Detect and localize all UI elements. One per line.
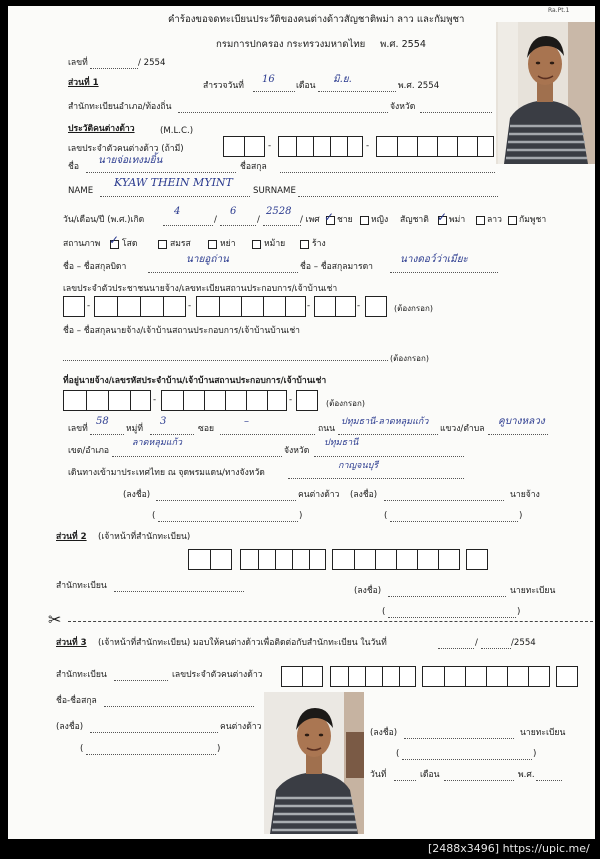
- part3-registrar-sign-label: (ลงชื่อ): [370, 728, 398, 738]
- employer-id-box-2[interactable]: [94, 296, 186, 317]
- employer-sign-role: นายจ้าง: [510, 490, 540, 500]
- employer-id-label: เลขประจำตัวประชาชนนายจ้าง/เลขทะเบียนสถานประกอบการ/เจ้าบ้านเช่า: [63, 284, 338, 294]
- father-label: ชื่อ – ชื่อสกุลบิดา: [63, 262, 127, 272]
- part2-office-label: สำนักทะเบียน: [56, 581, 107, 591]
- alien-id-box-1[interactable]: [223, 136, 265, 157]
- reg-id-box-1[interactable]: [188, 549, 232, 570]
- employer-id-box-1[interactable]: [63, 296, 85, 317]
- surname-label: ชื่อสกุล: [240, 162, 267, 172]
- image-footer: [2488x3496] https://upic.me/: [428, 842, 590, 855]
- house-no[interactable]: 58: [96, 416, 109, 427]
- survey-date-label: สำรวจวันที่: [203, 81, 244, 91]
- mother-name[interactable]: นางดอว์ว่าเมียะ: [400, 254, 468, 265]
- employer-id-box-4[interactable]: [314, 296, 356, 317]
- part3-office-label: สำนักทะเบียน: [56, 670, 107, 680]
- soi[interactable]: –: [244, 416, 249, 427]
- district[interactable]: ลาดหลุมแก้ว: [132, 438, 183, 448]
- cut-line: [68, 621, 593, 622]
- nationality-label: สัญชาติ: [400, 215, 429, 225]
- part2-sign-label: (ลงชื่อ): [354, 586, 382, 596]
- surname-en-field[interactable]: [298, 196, 498, 197]
- soi-label: ซอย: [198, 424, 215, 434]
- sex-female-label: หญิง: [371, 215, 389, 225]
- employer-id-box-3[interactable]: [196, 296, 306, 317]
- name-thai[interactable]: นายจ่อเทงมยิ้น: [98, 155, 163, 166]
- dob-month[interactable]: 6: [230, 206, 237, 217]
- nat-cambodia-checkbox[interactable]: [508, 216, 517, 225]
- house-code-box-1[interactable]: [63, 390, 151, 411]
- province-field[interactable]: [420, 112, 492, 113]
- mother-label: ชื่อ – ชื่อสกุลมารดา: [300, 262, 373, 272]
- month-label: เดือน: [296, 81, 316, 91]
- employer-name-required: (ต้องกรอก): [390, 354, 429, 363]
- part2-desc: (เจ้าหน้าที่สำนักทะเบียน): [98, 532, 191, 542]
- address-required: (ต้องกรอก): [326, 399, 365, 408]
- dob-day[interactable]: 4: [174, 206, 181, 217]
- office-field[interactable]: [178, 112, 388, 113]
- part3-registrar-sign-field[interactable]: [404, 738, 514, 739]
- part1-label: ส่วนที่ 1: [68, 78, 99, 88]
- corner-mark: Ra.Pt.1: [548, 7, 570, 14]
- status-separated-checkbox[interactable]: [300, 240, 309, 249]
- subdistrict[interactable]: คูบางหลวง: [498, 416, 545, 427]
- status-married-label: สมรส: [170, 239, 191, 249]
- part3-alien-sign-field[interactable]: [90, 732, 218, 733]
- part3-label: ส่วนที่ 3: [56, 638, 87, 648]
- registration-form: คำร้องขอจดทะเบียนประวัติของคนต่างด้าวสัญชาติพม่า ลาว และกัมพูชา Ra.Pt.1 กรมการปกครอง กระทรวงมหาดไทย พ.ศ. 2554 เลขที่ / 2554 ส่วนที่ 1 สำรวจวันที่ 16 เดือน มิ.ย. พ.ศ. 2554 สำนักทะเบียนอำเภอ/ท้องถิ่น จังหวัด ประวัติคนต่างด้าว (M.L.C.) เลขประจำตัวคนต่างด้าว (ถ้ามี) - - ชื่อ นายจ่อเทงมยิ้น ชื่อสกุล NAME KYAW THEIN MYINT SURNAME วัน/เดือน/ปี (พ.ศ.)เกิด 4 / 6 / 2528 / เพศ ✓ ชาย หญิง สัญชาติ ✓ พม่า ลาว กัมพูชา สถานภาพ ✓ โสด สมรส หย่า หม้าย ร้าง ชื่อ – ชื่อสกุลบิดา นายอูถ่าน ชื่อ – ชื่อสกุลมารดา นางดอว์ว่าเมียะ เลขประจำตัวประชาชนนายจ้าง/เลขทะเบียนสถานประกอบการ/เจ้าบ้านเช่า - - - - (ต้องกรอก) ชื่อ – ชื่อสกุลนายจ้าง/เจ้าบ้านสถานประกอบการ/เจ้าบ้านบ้านเช่า (ต้องกรอก) ที่อยู่นายจ้าง/เลขรหัสประจำบ้าน/เจ้าบ้านสถานประกอบการ/เจ้าบ้านเช่า - - (ต้องกรอก) เลขที่ 58 หมู่ที่ 3 ซอย – ถนน ปทุมธานี-ลาดหลุมแก้ว แขวง/ตำบล คูบางหลวง เขต/อำเภอ ลาดหลุมแก้ว จังหวัด ปทุมธานี เดินทางเข้ามาประเทศไทย ณ จุดพรมแดน/ทางจังหวัด กาญจนบุรี (ลงชื่อ) คนต่างด้าว (ลงชื่อ) นายจ้าง ( ) ( ) ส่วนที่ 2 (เจ้าหน้าที่สำนักทะเบียน) สำนักทะเบียน (ลงชื่อ) นายทะเบียน ( ) ✂ ส่วนที่ 3 (เจ้าหน้าที่สำนักทะเบียน) มอบให้คนต่างด้าวเพื่อติดต่อกับสำนักทะเบียน ในวันที่ / /2554 สำนักทะเบียน เลขประจำตัวคนต่างด้าว ชื่อ-ชื่อสกุล (ลงชื่อ) คนต่างด้าว ( ) (ลงชื่อ) นายทะเบียน ( ) วันที่ เดือน พ.ศ.: [8, 6, 595, 839]
- doc-no-suffix: / 2554: [138, 58, 166, 68]
- status-divorced-label: หย่า: [220, 239, 236, 249]
- dob-label: วัน/เดือน/ปี (พ.ศ.)เกิด: [63, 215, 145, 225]
- name-english[interactable]: KYAW THEIN MYINT: [114, 176, 233, 189]
- alien-sign-label: (ลงชื่อ): [123, 490, 151, 500]
- part3-registrar-role: นายทะเบียน: [520, 728, 566, 738]
- province2[interactable]: ปทุมธานี: [324, 438, 359, 448]
- father-name[interactable]: นายอูถ่าน: [186, 254, 229, 265]
- name-en-label: NAME: [68, 186, 94, 196]
- nat-lao-checkbox[interactable]: [476, 216, 485, 225]
- office-label: สำนักทะเบียนอำเภอ/ท้องถิ่น: [68, 102, 172, 112]
- province-label: จังหวัด: [390, 102, 416, 112]
- name-label: ชื่อ: [68, 162, 79, 172]
- sex-label: / เพศ: [300, 215, 320, 225]
- entry-point[interactable]: กาญจนบุรี: [338, 461, 379, 471]
- moo[interactable]: 3: [160, 416, 167, 427]
- alien-sign-field[interactable]: [156, 500, 296, 501]
- mlc-code: (M.L.C.): [160, 126, 194, 136]
- survey-month[interactable]: มิ.ย.: [333, 74, 352, 85]
- part3-alien-role: คนต่างด้าว: [220, 722, 262, 732]
- part3-alien-sign-label: (ลงชื่อ): [56, 722, 84, 732]
- employer-sign-field[interactable]: [384, 500, 504, 501]
- marital-label: สถานภาพ: [63, 239, 101, 249]
- employer-name-label: ชื่อ – ชื่อสกุลนายจ้าง/เจ้าบ้านสถานประกอบการ/เจ้าบ้านบ้านเช่า: [63, 326, 301, 336]
- employer-id-box-5[interactable]: [365, 296, 387, 317]
- house-no-label: เลขที่: [68, 424, 88, 434]
- p3-id-box-2[interactable]: [330, 666, 416, 687]
- status-married-checkbox[interactable]: [158, 240, 167, 249]
- status-widowed-label: หม้าย: [264, 239, 286, 249]
- dob-year[interactable]: 2528: [266, 206, 292, 217]
- house-code-box-2[interactable]: [161, 390, 287, 411]
- surname-field[interactable]: [280, 172, 495, 173]
- part3-office-field[interactable]: [114, 680, 168, 681]
- part3-date-label: วันที่: [370, 770, 387, 780]
- survey-year: พ.ศ. 2554: [398, 81, 440, 91]
- status-widowed-checkbox[interactable]: [252, 240, 261, 249]
- address-label: ที่อยู่นายจ้าง/เลขรหัสประจำบ้าน/เจ้าบ้านสถานประกอบการ/เจ้าบ้านเช่า: [63, 376, 327, 386]
- employer-id-required: (ต้องกรอก): [394, 304, 433, 313]
- doc-no-label: เลขที่: [68, 58, 88, 68]
- scissors-icon: ✂: [48, 610, 62, 629]
- part3-name-label: ชื่อ-ชื่อสกุล: [56, 696, 97, 706]
- nat-myanmar-label: พม่า: [449, 215, 466, 225]
- entry-label: เดินทางเข้ามาประเทศไทย ณ จุดพรมแดน/ทางจังหวัด: [68, 468, 265, 478]
- alien-id-box-3[interactable]: [376, 136, 494, 157]
- road-label: ถนน: [318, 424, 335, 434]
- part3-year-label: พ.ศ.: [518, 770, 535, 780]
- moo-label: หมู่ที่: [126, 424, 143, 434]
- survey-day[interactable]: 16: [262, 74, 275, 85]
- doc-no-field[interactable]: [90, 68, 138, 69]
- form-year: พ.ศ. 2554: [380, 39, 426, 50]
- house-code-box-3[interactable]: [296, 390, 318, 411]
- mlc-title: ประวัติคนต่างด้าว: [68, 124, 135, 134]
- reg-id-box-4[interactable]: [466, 549, 488, 570]
- nat-lao-label: ลาว: [487, 215, 502, 225]
- road[interactable]: ปทุมธานี-ลาดหลุมแก้ว: [341, 417, 429, 427]
- p3-id-box-1[interactable]: [281, 666, 323, 687]
- status-single-label: โสด: [122, 239, 138, 249]
- employer-name-field[interactable]: [63, 360, 388, 361]
- p3-id-box-3[interactable]: [422, 666, 550, 687]
- part3-year-suffix: /2554: [511, 638, 536, 648]
- applicant-photo-bottom: [264, 692, 364, 834]
- subdistrict-label: แขวง/ตำบล: [440, 424, 485, 434]
- sex-male-label: ชาย: [337, 215, 353, 225]
- part3-name-field[interactable]: [104, 706, 254, 707]
- part2-office-field[interactable]: [114, 591, 244, 592]
- alien-id-label: เลขประจำตัวคนต่างด้าว (ถ้ามี): [68, 144, 184, 154]
- status-divorced-checkbox[interactable]: [208, 240, 217, 249]
- alien-id-box-2[interactable]: [278, 136, 363, 157]
- reg-id-box-2[interactable]: [240, 549, 326, 570]
- part2-registrar-role: นายทะเบียน: [510, 586, 556, 596]
- reg-id-box-3[interactable]: [332, 549, 460, 570]
- applicant-photo-top: [496, 22, 595, 164]
- form-org: กรมการปกครอง กระทรวงมหาดไทย: [216, 39, 366, 50]
- alien-sign-role: คนต่างด้าว: [298, 490, 340, 500]
- p3-id-box-4[interactable]: [556, 666, 578, 687]
- part3-month-label: เดือน: [420, 770, 440, 780]
- sex-female-checkbox[interactable]: [360, 216, 369, 225]
- part3-id-label: เลขประจำตัวคนต่างด้าว: [172, 670, 263, 680]
- part3-desc: (เจ้าหน้าที่สำนักทะเบียน) มอบให้คนต่างด้าวเพื่อติดต่อกับสำนักทะเบียน ในวันที่: [98, 638, 387, 648]
- nat-cambodia-label: กัมพูชา: [519, 215, 547, 225]
- form-title: คำร้องขอจดทะเบียนประวัติของคนต่างด้าวสัญชาติพม่า ลาว และกัมพูชา: [168, 14, 465, 25]
- part2-sign-field[interactable]: [388, 596, 506, 597]
- province2-label: จังหวัด: [284, 446, 310, 456]
- employer-sign-label: (ลงชื่อ): [350, 490, 378, 500]
- status-separated-label: ร้าง: [312, 239, 326, 249]
- surname-en-label: SURNAME: [253, 186, 296, 196]
- part2-label: ส่วนที่ 2: [56, 532, 87, 542]
- district-label: เขต/อำเภอ: [68, 446, 110, 456]
